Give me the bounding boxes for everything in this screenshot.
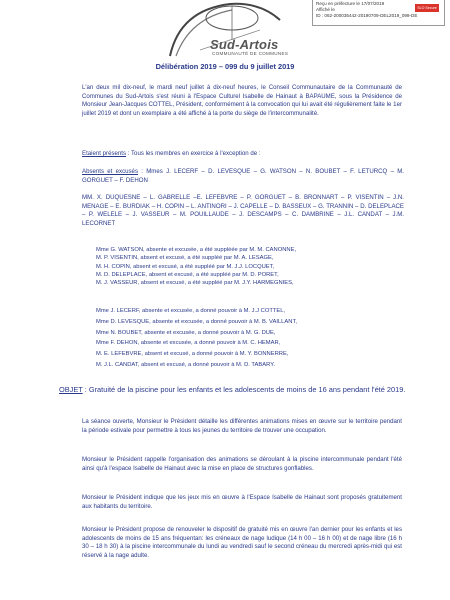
objet-label: OBJET bbox=[59, 385, 83, 394]
stamp-received: Reçu en préfecture le 17/07/2019 bbox=[316, 1, 385, 6]
list-item: M. J.L. CANDAT, absent et excusé, a donné pouvoir à M. D. TABARY. bbox=[96, 361, 275, 368]
list-item: M. E. LEFEBVRE, absent et excusé, a donné pouvoir à M. Y. BONNERRE, bbox=[96, 351, 289, 358]
absents-label: Absents et excusés bbox=[82, 168, 138, 175]
list-item: Mme F. DEHON, absente et excusée, a donné pouvoir à M. C. HEMAR, bbox=[96, 340, 281, 347]
stamp-badge: SLO Secure bbox=[415, 4, 439, 12]
list-item: Mme J. LECERF, absente et excusée, a donné pouvoir à M. J.J COTTEL, bbox=[96, 308, 286, 314]
presents-text: : Tous les membres en exercice à l'exception de : bbox=[126, 150, 261, 157]
deliberation-heading: Délibération 2019 – 099 du 9 juillet 2019 bbox=[155, 62, 295, 71]
logo-subtitle: COMMUNAUTÉ DE COMMUNES bbox=[212, 51, 289, 56]
objet-text: : Gratuité de la piscine pour les enfants et les adolescents de moins de 16 ans pendant l'été 2019. bbox=[82, 385, 406, 394]
list-item: Mme N. BOUBET, absente et excusée, a donné pouvoir à M. G. DUE, bbox=[96, 329, 276, 336]
list-item: M. H. COPIN, absent et excusé, a été suppléé par M. J.J. LOCQUET, bbox=[96, 263, 275, 270]
stamp-id: ID : 062-200035442-20190709-DEL2019_099-DE bbox=[316, 13, 418, 18]
absents-paragraph bbox=[82, 168, 404, 185]
paragraph-2: Monsieur le Président rappelle l'organisation des animations se déroulant à la piscine intercommunale pendant l'été ainsi qu'à l'espace Isabelle de Hainaut avec la mise en place de structures gonflables. bbox=[82, 456, 402, 472]
pouvoirs-list bbox=[96, 306, 396, 371]
presents-label: Etaient présents bbox=[82, 150, 127, 157]
list-item: M. D. DELEPLACE, absent et excusé, a été suppléé par M. D. PORET, bbox=[96, 271, 279, 278]
list-item: Mme G. WATSON, absente et excusée, a été suppléée par M. M. CANONNE, bbox=[96, 247, 297, 253]
prefecture-stamp bbox=[312, 0, 445, 26]
presents-line bbox=[82, 150, 402, 159]
paragraph-1: La séance ouverte, Monsieur le Président détaille les différentes animations mises en œuvre sur le territoire pendant la période estivale pour permettre à tous les jeunes du territoire de trouver une occupation. bbox=[82, 418, 402, 434]
objet-line bbox=[59, 384, 409, 395]
list-item: M. J. VASSEUR, absent et excusé, a été suppléé par M. J.Y. HARMEGNIES, bbox=[96, 280, 294, 287]
intro-paragraph: L'an deux mil dix-neuf, le mardi neuf juillet à dix-neuf heures, le Conseil Communautaire de la Communauté de Communes du Sud-Artois s'est réuni à l'Espace Culturel Isabelle de Hainaut à BAPAUME, sous la Présidence de Monsieur Jean-Jacques COTTEL, Président, conformément à la convocation qui lui avait été régulièrement faite le 1er juillet 2019 et dont un exemplaire a été affiché à la porte du siège de l'intercommunalité. bbox=[82, 84, 402, 117]
logo-title: Sud-Artois bbox=[210, 37, 279, 52]
others-paragraph: MM. X. DUQUESNE – L. GABRELLE –E. LEFEBVRE – P. GORGUET – B. BRONNART – P. VISENTIN – J.N. MENAGE – E. BURDIAK – H. COPIN – L. ANTINORI – J. CAPELLE – D. BASSEUX – G. TRANNIN – D. DELEPLACE – P. WELELE – J. VASSEUR – M. POUILLAUDE – J. DESCAMPS – C. DAMBRINE – J.L. CANDAT – J.M. LECORNET bbox=[82, 194, 404, 227]
list-item: Mme D. LEVESQUE, absente et excusée, a donné pouvoir à M. B. VAILLANT, bbox=[96, 318, 297, 325]
paragraph-4: Monsieur le Président propose de renouveler le dispositif de gratuité mis en œuvre l'an dernier pour les enfants et les adolescents de moins de 15 ans fréquentan: les créneaux de nage ludique (14 h 00 – 16 h 00) et de nage libre (16 h 30 – 18 h 30) à la piscine intercommunale du lundi au vendredi sauf le second créneau du mercredi après-midi qui est réservé à la nage adulte. bbox=[82, 526, 402, 559]
absents-text: : Mmes J. LECERF – D. LEVESQUE – G. WATSON – N. BOUBET – F. LETURCQ – M. GORGUET – F. DEHON bbox=[82, 168, 404, 184]
paragraph-3: Monsieur le Président indique que les jeux mis en œuvre à l'Espace Isabelle de Hainaut sont proposés gratuitement aux habitants du territoire. bbox=[82, 494, 402, 510]
list-item: M. P. VISENTIN, absent et excusé, a été suppléé par M. A. LESAGE, bbox=[96, 255, 274, 262]
suppleants-list bbox=[96, 246, 396, 287]
stamp-posted: Affiché le bbox=[316, 7, 335, 12]
